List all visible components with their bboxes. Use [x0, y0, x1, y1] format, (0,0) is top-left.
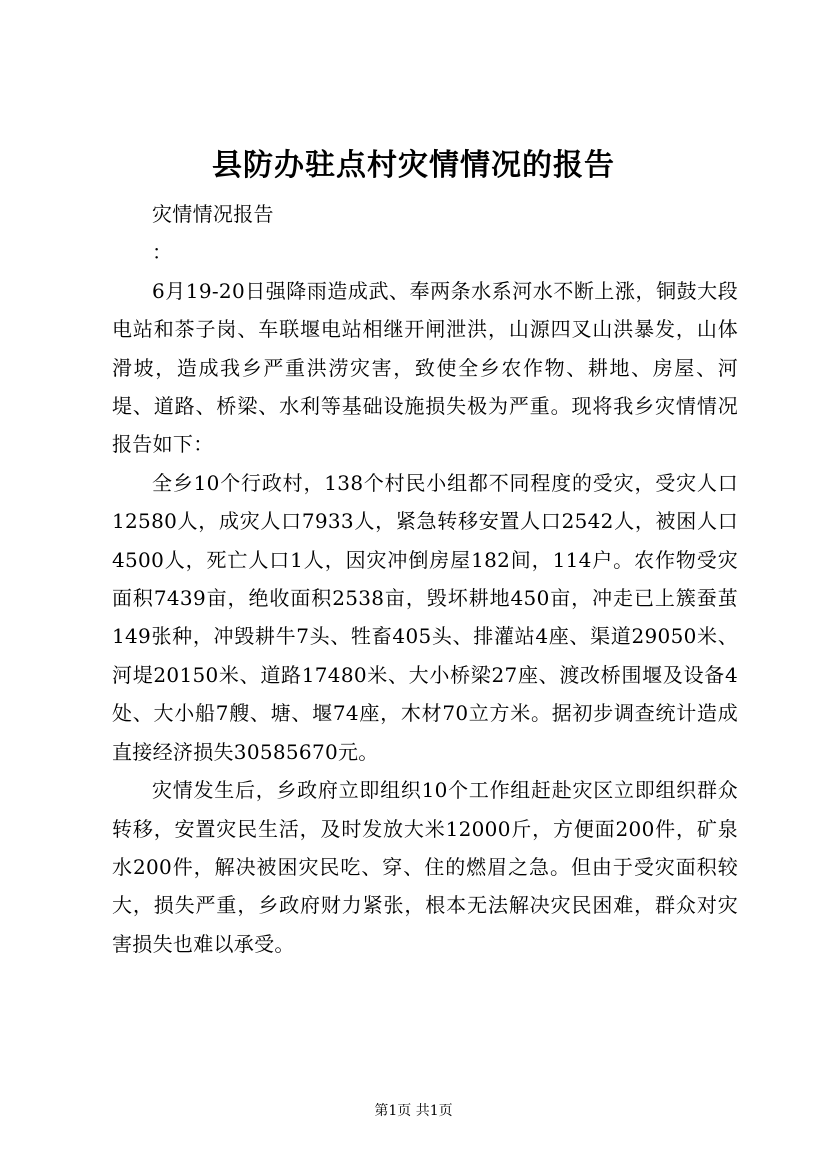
document-title: 县防办驻点村灾情情况的报告 — [212, 148, 615, 183]
paragraph-losses: 全乡10个行政村，138个村民小组都不同程度的受灾，受灾人口12580人，成灾人口7933人，紧急转移安置人口2542人，被困人口4500人，死亡人口1人，因灾冲倒房屋182间，114户。农作物受灾面积7439亩，绝收面积2538亩，毁坏耕地450亩，冲走已上簇蚕茧149张种，冲毁耕牛7头、牲畜405头、排灌站4座、渠道29050米、河堤20150米、道路17480米、大小桥梁27座、渡改桥围堰及设备4处、大小船7艘、塘、堰74座，木材70立方米。据初步调查统计造成直接经济损失30585670元。 — [112, 470, 738, 764]
page-footer: 第1页 共1页 — [374, 1103, 453, 1119]
paragraph-intro: 6月19-20日强降雨造成武、奉两条水系河水不断上涨，铜鼓大段电站和茶子岗、车联堰电站相继开闸泄洪，山源四叉山洪暴发，山体滑坡，造成我乡严重洪涝灾害，致使全乡农作物、耕地、房屋、河堤、道路、桥梁、水利等基础设施损失极为严重。现将我乡灾情情况报告如下： — [112, 278, 738, 457]
paragraph-response: 灾情发生后，乡政府立即组织10个工作组赶赴灾区立即组织群众转移，安置灾民生活，及时发放大米12000斤，方便面200件，矿泉水200件，解决被困灾民吃、穿、住的燃眉之急。但由于受灾面积较大，损失严重，乡政府财力紧张，根本无法解决灾民困难，群众对灾害损失也难以承受。 — [112, 778, 738, 956]
paragraph-heading: 灾情情况报告 — [152, 202, 274, 226]
paragraph-colon: ： — [152, 240, 173, 265]
document-body — [112, 195, 738, 963]
